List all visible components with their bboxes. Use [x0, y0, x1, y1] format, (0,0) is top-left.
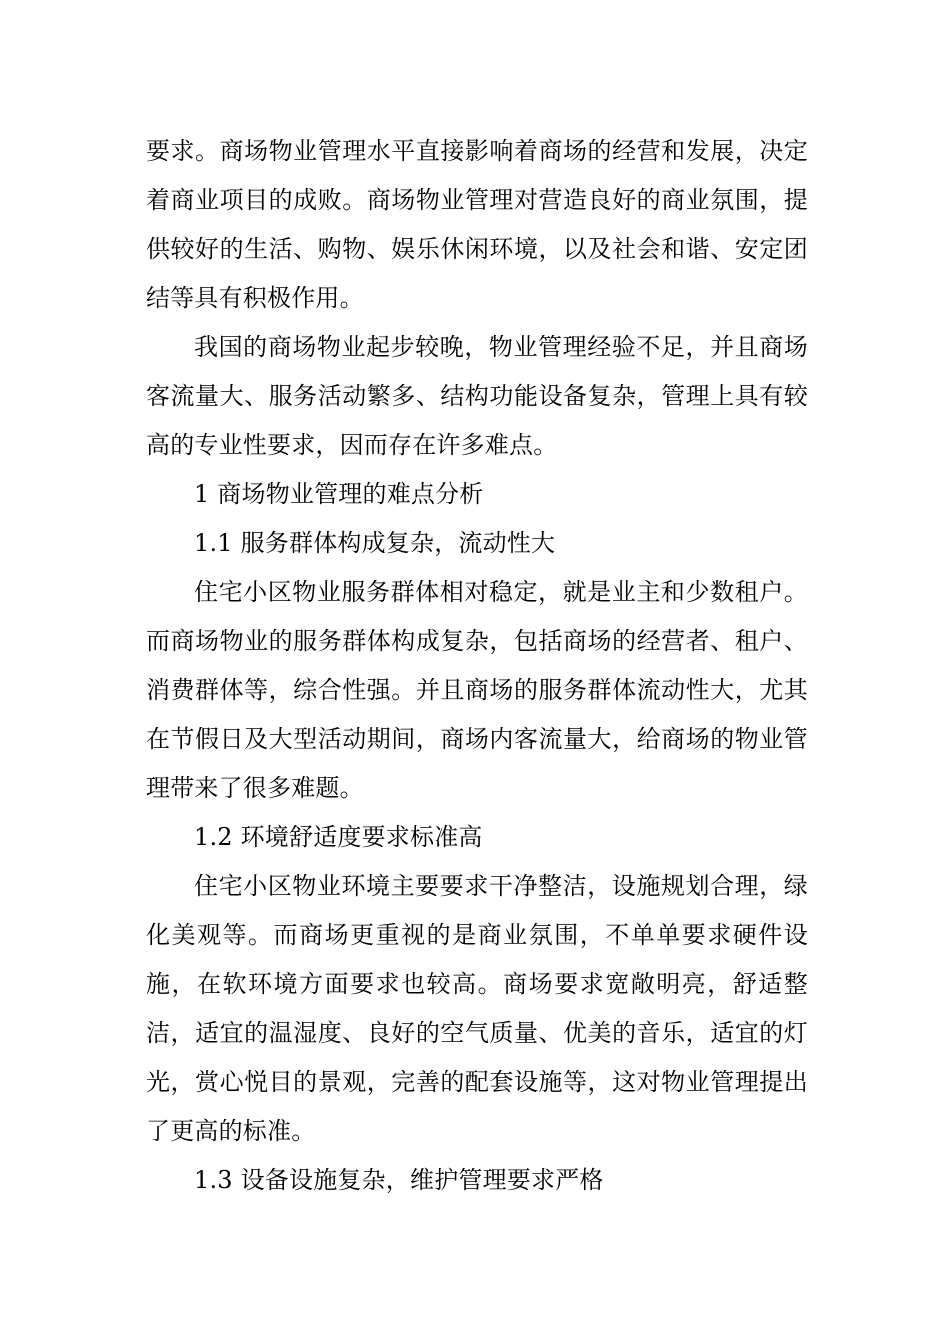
section-heading-1-2: 1.2 环境舒适度要求标准高 [194, 823, 483, 851]
section-heading-1-1: 1.1 服务群体构成复杂，流动性大 [194, 529, 556, 557]
paragraph-intro-continuation: 要求。商场物业管理水平直接影响着商场的经营和发展，决定着商业项目的成败。商场物业管理对营造良好的商业氛围，提供较好的生活、购物、娱乐休闲环境，以及社会和谐、安定团结等具有积极作用。 [146, 137, 808, 312]
document-body [146, 127, 808, 1205]
paragraph-environment: 住宅小区物业环境主要要求干净整洁，设施规划合理，绿化美观等。而商场更重视的是商业氛围，不单单要求硬件设施，在软环境方面要求也较高。商场要求宽敞明亮，舒适整洁，适宜的温湿度、良好的空气质量、优美的音乐，适宜的灯光，赏心悦目的景观，完善的配套设施等，这对物业管理提出了更高的标准。 [146, 872, 808, 1145]
paragraph-background: 我国的商场物业起步较晚，物业管理经验不足，并且商场客流量大、服务活动繁多、结构功能设备复杂，管理上具有较高的专业性要求，因而存在许多难点。 [146, 333, 808, 459]
section-heading-1-3: 1.3 设备设施复杂，维护管理要求严格 [194, 1166, 604, 1194]
section-heading-1: 1 商场物业管理的难点分析 [194, 480, 484, 508]
paragraph-service-groups: 住宅小区物业服务群体相对稳定，就是业主和少数租户。而商场物业的服务群体构成复杂，包括商场的经营者、租户、消费群体等，综合性强。并且商场的服务群体流动性大，尤其在节假日及大型活动期间，商场内客流量大，给商场的物业管理带来了很多难题。 [146, 578, 808, 802]
